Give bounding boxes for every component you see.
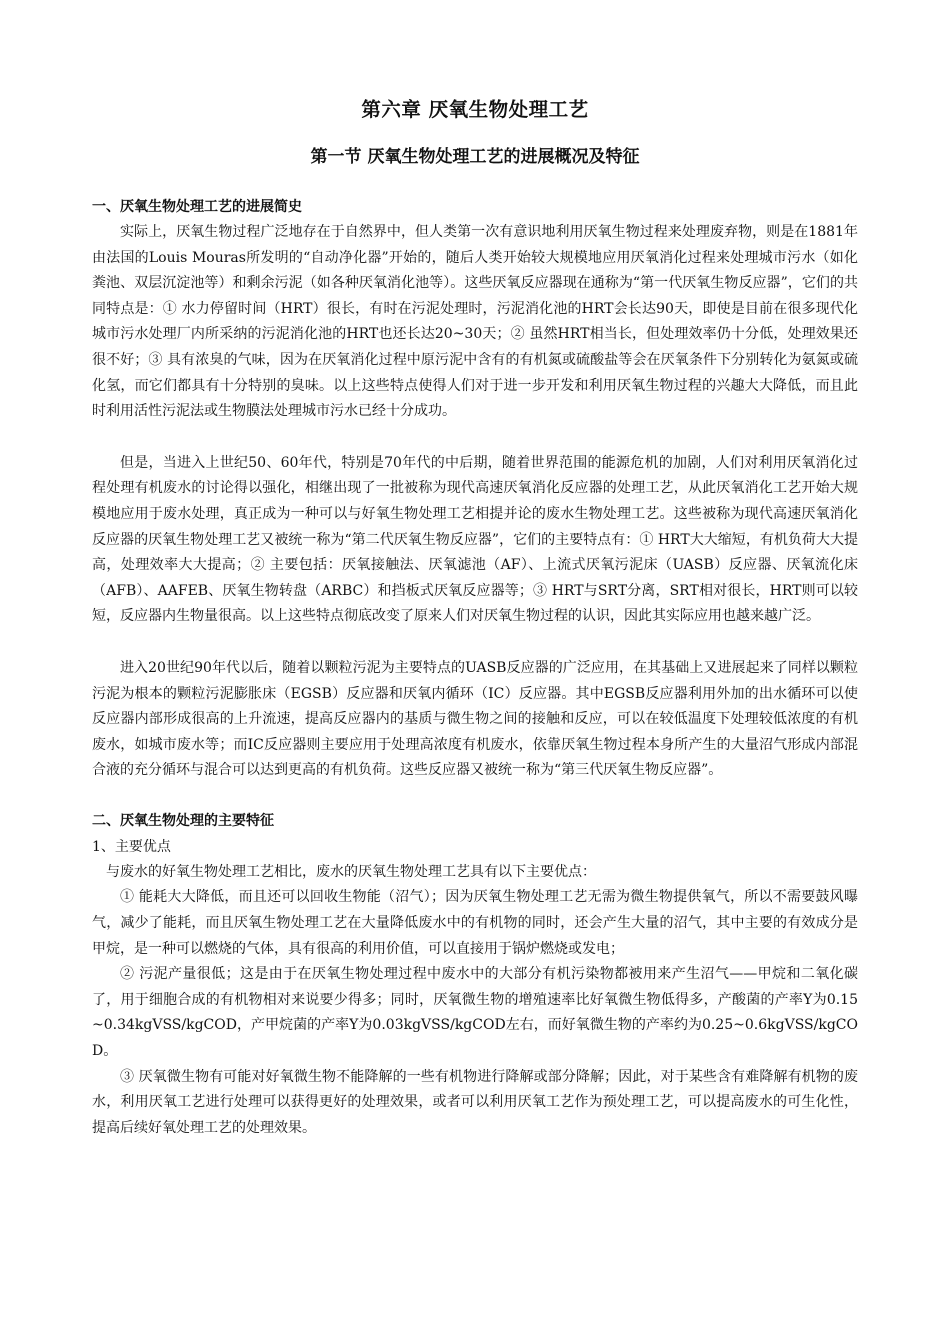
part1-heading: 一、厌氧生物处理工艺的进展简史 xyxy=(92,199,302,215)
paragraph-gap xyxy=(92,630,858,656)
paragraph-gap xyxy=(92,425,858,451)
part1-paragraph-1: 实际上，厌氧生物过程广泛地存在于自然界中，但人类第一次有意识地利用厌氧生物过程来处理废弃物，则是在1881年由法国的Louis Mouras所发明的“自动净化器”开始的，随后人类开始较大规模地应用厌氧消化过程来处理城市污水（如化粪池、双层沉淀池等）和剩余污泥（如各种厌氧消化池等）。这些厌氧反应器现在通称为“第一代厌氧生物反应器”，它们的共同特点是：① 水力停留时间（HRT）很长，有时在污泥处理时，污泥消化池的HRT会长达90天，即使是目前在很多现代化城市污水处理厂内所采纳的污泥消化池的HRT也还长达20~30天；② 虽然HRT相当长，但处理效率仍十分低，处理效果还很不好；③ 具有浓臭的气味，因为在厌氧消化过程中原污泥中含有的有机氮或硫酸盐等会在厌氧条件下分别转化为氨氮或硫化氢，而它们都具有十分特别的臭味。以上这些特点使得人们对于进一步开发和利用厌氧生物过程的兴趣大大降低，而且此时利用活性污泥法或生物膜法处理城市污水已经十分成功。 xyxy=(92,224,858,420)
part1-paragraph-2: 但是，当进入上世纪50、60年代，特别是70年代的中后期，随着世界范围的能源危机的加剧，人们对利用厌氧消化过程处理有机废水的讨论得以强化，相继出现了一批被称为现代高速厌氧消化反应器的处理工艺，从此厌氧消化工艺开始大规模地应用于废水处理，真正成为一种可以与好氧生物处理工艺相提并论的废水生物处理工艺。这些被称为现代高速厌氧消化反应器的厌氧生物处理工艺又被统一称为“第二代厌氧生物反应器”，它们的主要特点有：① HRT大大缩短，有机负荷大大提高，处理效率大大提高；② 主要包括：厌氧接触法、厌氧滤池（AF）、上流式厌氧污泥床（UASB）反应器、厌氧流化床（AFB）、AAFEB、厌氧生物转盘（ARBC）和挡板式厌氧反应器等；③ HRT与SRT分离，SRT相对很长，HRT则可以较短，反应器内生物量很高。以上这些特点彻底改变了原来人们对厌氧生物过程的认识，因此其实际应用也越来越广泛。 xyxy=(92,454,858,625)
part2-item-1: ① 能耗大大降低，而且还可以回收生物能（沼气）；因为厌氧生物处理工艺无需为微生物提供氧气，所以不需要鼓风曝气，减少了能耗，而且厌氧生物处理工艺在大量降低废水中的有机物的同时，还会产生大量的沼气，其中主要的有效成分是甲烷，是一种可以燃烧的气体，具有很高的利用价值，可以直接用于锅炉燃烧或发电； xyxy=(92,889,858,957)
part2-item-2: ② 污泥产量很低；这是由于在厌氧生物处理过程中废水中的大部分有机污染物都被用来产生沼气——甲烷和二氧化碳了，用于细胞合成的有机物相对来说要少得多；同时，厌氧微生物的增殖速率比好氧微生物低得多，产酸菌的产率Y为0.15~0.34kgVSS/kgCOD，产甲烷菌的产率Y为0.03kgVSS/kgCOD左右，而好氧微生物的产率约为0.25~0.6kgVSS/kgCOD。 xyxy=(92,966,858,1060)
part2-subheading: 1、主要优点 xyxy=(92,838,171,855)
section-title: 第一节 厌氧生物处理工艺的进展概况及特征 xyxy=(310,147,640,167)
chapter-title: 第六章 厌氧生物处理工艺 xyxy=(361,98,589,121)
part1-paragraph-3: 进入20世纪90年代以后，随着以颗粒污泥为主要特点的UASB反应器的广泛应用，在其基础上又进展起来了同样以颗粒污泥为根本的颗粒污泥膨胀床（EGSB）反应器和厌氧内循环（IC）反应器。其中EGSB反应器利用外加的出水循环可以使反应器内部形成很高的上升流速，提高反应器内的基质与微生物之间的接触和反应，可以在较低温度下处理较低浓度的有机废水，如城市废水等；而IC反应器则主要应用于处理高浓度有机废水，依靠厌氧生物过程本身所产生的大量沼气形成内部混合液的充分循环与混合可以达到更高的有机负荷。这些反应器又被统一称为“第三代厌氧生物反应器”。 xyxy=(92,659,858,779)
paragraph-gap xyxy=(92,784,858,808)
part2-intro: 与废水的好氧生物处理工艺相比，废水的厌氧生物处理工艺具有以下主要优点： xyxy=(106,863,596,880)
part2-item-3: ③ 厌氧微生物有可能对好氧微生物不能降解的一些有机物进行降解或部分降解；因此，对于某些含有难降解有机物的废水，利用厌氧工艺进行处理可以获得更好的处理效果，或者可以利用厌氧工艺作为预处理工艺，可以提高废水的可生化性，提高后续好氧处理工艺的处理效果。 xyxy=(92,1068,858,1136)
part2-heading: 二、厌氧生物处理的主要特征 xyxy=(92,812,274,829)
